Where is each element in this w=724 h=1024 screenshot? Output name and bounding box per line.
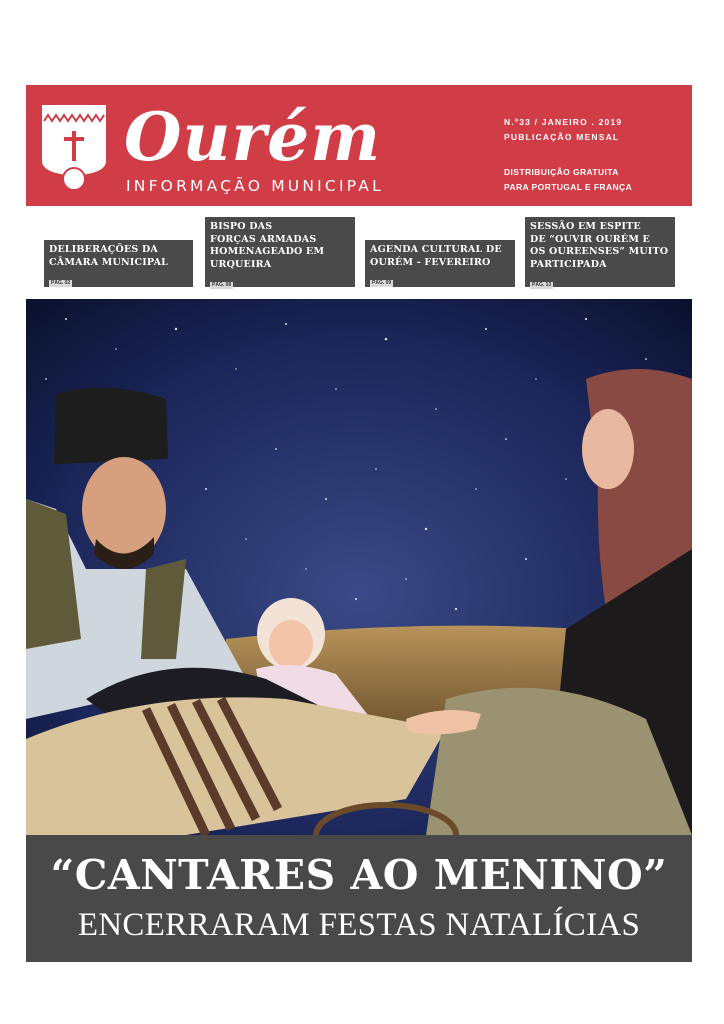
teaser-title: DELIBERAÇÕES DA CÂMARA MUNICIPAL [49,244,169,268]
nativity-scene-illustration [26,299,692,835]
teaser-sessao[interactable] [525,217,675,287]
issue-info [504,115,674,145]
teaser-page: PÁG. 02 [51,280,71,286]
distribution-line1: DISTRIBUIÇÃO GRATUITA [504,167,619,177]
teaser-title: AGENDA CULTURAL DE OURÉM - FEVEREIRO [370,244,502,268]
teaser-title: BISPO DAS FORÇAS ARMADAS HOMENAGEADO EM URQUEIRA [210,221,325,270]
publication-frequency: PUBLICAÇÃO MENSAL [504,132,620,142]
distribution-info [504,165,674,195]
masthead-title: Ourém [124,98,382,176]
headline-main: “CANTARES AO MENINO” [50,851,668,899]
teaser-title: SESSÃO EM ESPITE DE “OUVIR OURÉM E OS OUREENSES” MUITO PARTICIPADA [530,221,669,270]
issue-number: N.º33 / JANEIRO . 2019 [504,117,623,127]
municipal-shield-logo [40,103,108,191]
teaser-page: PÁG. 13 [532,282,552,288]
headline-sub: ENCERRARAM FESTAS NATALÍCIAS [77,907,641,943]
masthead [26,85,692,206]
teaser-bispo[interactable] [205,217,355,287]
headline-box [26,835,692,962]
cover-photo [26,299,692,835]
teaser-page: PÁG. 08 [212,282,232,288]
teaser-page: PÁG. 09 [372,280,392,286]
teaser-agenda[interactable] [365,240,515,287]
distribution-line2: PARA PORTUGAL E FRANÇA [504,182,633,192]
teaser-deliberacoes[interactable] [44,240,193,287]
masthead-subtitle: INFORMAÇÃO MUNICIPAL [126,177,384,195]
